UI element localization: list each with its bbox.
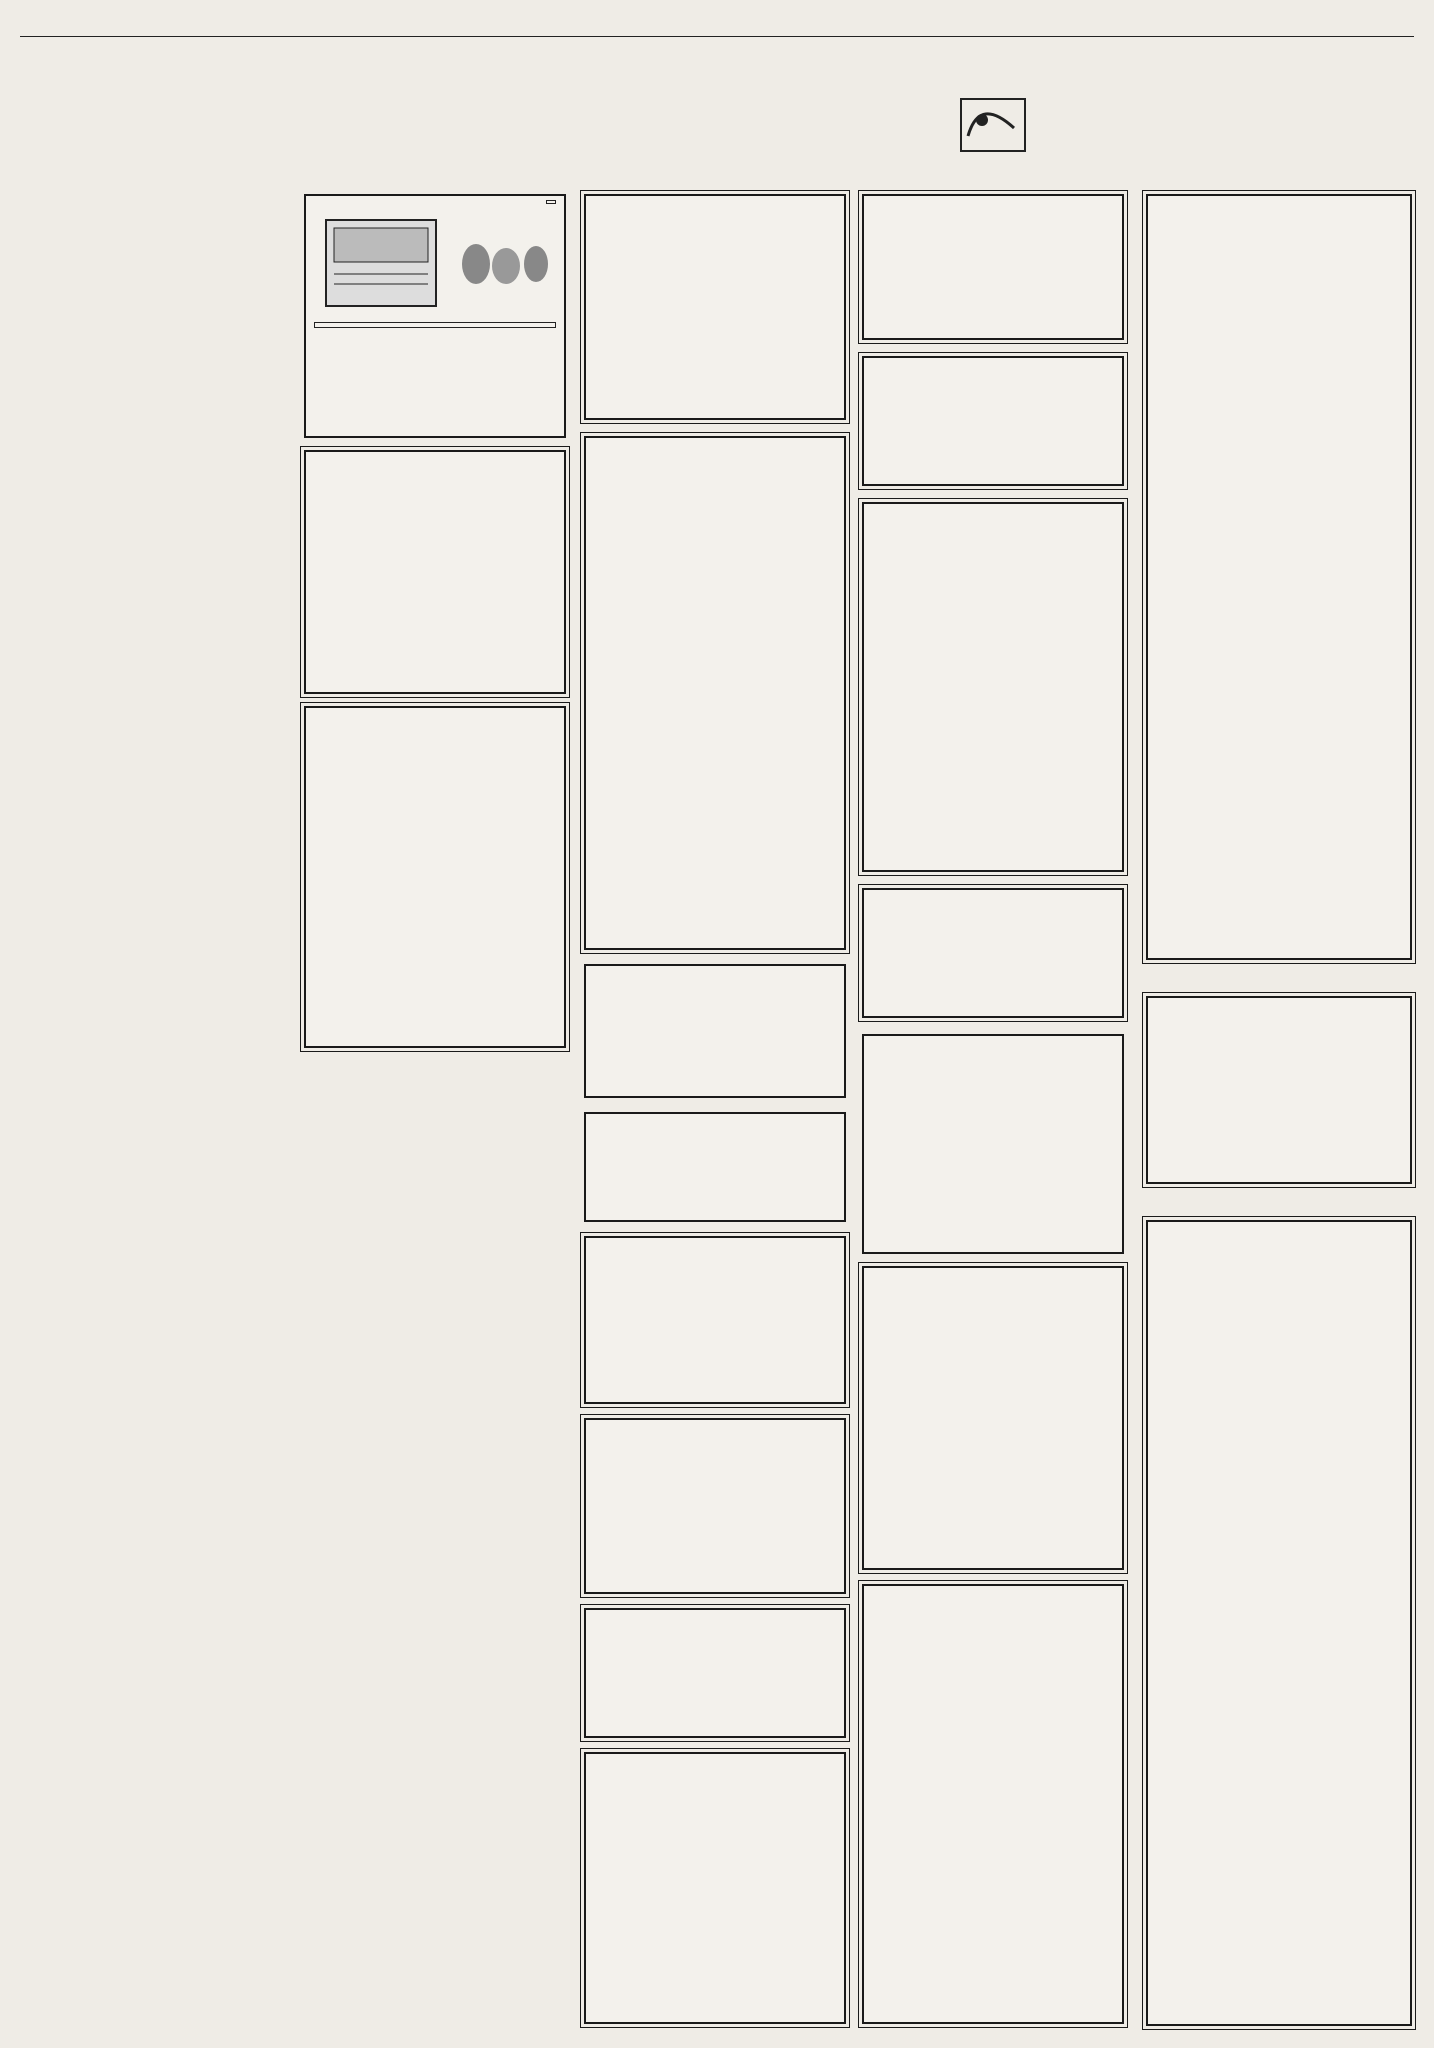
ad-iranit — [1146, 1220, 1412, 2026]
ad-mozayede-diesel — [584, 194, 846, 420]
ad-moasese — [862, 356, 1124, 486]
ad-saipa — [1146, 194, 1412, 960]
ad-yakhsazi — [304, 194, 566, 438]
top-rule — [20, 36, 1414, 37]
ad-foroush — [862, 1034, 1124, 1254]
ad-jeep — [862, 1266, 1124, 1570]
ad-mohandes — [584, 1236, 846, 1404]
ad-ranande — [584, 1112, 846, 1222]
logo-icon — [962, 100, 1020, 146]
ad-estekhdam-english — [862, 194, 1124, 340]
ad-transfo — [584, 436, 846, 950]
ad-mozayede-right — [1146, 996, 1412, 1184]
ad-kargar — [862, 888, 1124, 1018]
ad-mozayede-bank — [862, 1584, 1124, 2024]
ad-tolombe — [584, 1752, 846, 2024]
ad-varzeshi — [584, 964, 846, 1098]
ice-machine-icon — [316, 204, 556, 314]
ad-darmangah — [584, 1608, 846, 1738]
ad-soper — [304, 450, 566, 694]
ad-rah — [584, 1418, 846, 1594]
ad-battery — [862, 502, 1124, 872]
ad-mahrooze — [304, 706, 566, 1048]
banner-logo — [960, 98, 1026, 152]
